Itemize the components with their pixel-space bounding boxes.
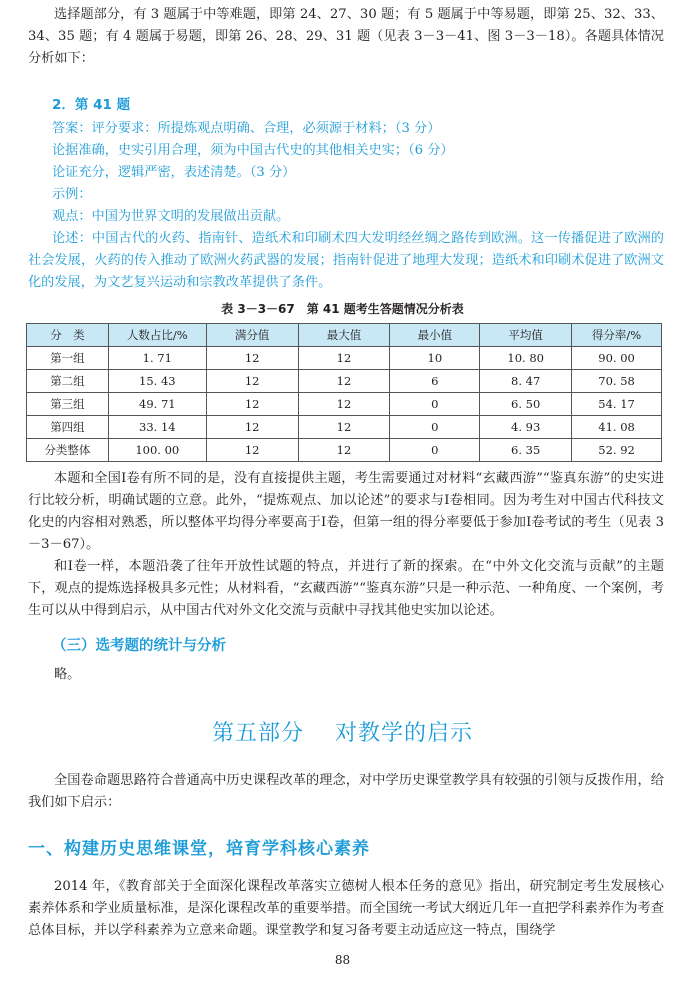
table-cell: 12	[298, 416, 390, 439]
table-cell: 第三组	[27, 393, 109, 416]
header-percent: 人数占比/%	[108, 324, 206, 347]
table-cell: 100. 00	[108, 439, 206, 462]
table-cell: 8. 47	[480, 370, 572, 393]
table-cell: 10	[390, 347, 480, 370]
table-cell: 分类整体	[27, 439, 109, 462]
table-cell: 15. 43	[108, 370, 206, 393]
table-row	[27, 370, 662, 393]
table-cell: 12	[206, 439, 298, 462]
table-caption: 表 3－3－67 第 41 题考生答题情况分析表	[221, 302, 464, 316]
score-analysis-table	[26, 323, 662, 462]
page-number: 88	[334, 953, 351, 967]
header-full-score: 满分值	[206, 324, 298, 347]
table-cell: 33. 14	[108, 416, 206, 439]
table-cell: 4. 93	[480, 416, 572, 439]
table-cell: 12	[298, 393, 390, 416]
table-row	[27, 439, 662, 462]
table-cell: 90. 00	[572, 347, 662, 370]
table-cell: 第一组	[27, 347, 109, 370]
table-cell: 70. 58	[572, 370, 662, 393]
header-max: 最大值	[298, 324, 390, 347]
section-3-body: 略。	[54, 667, 81, 682]
part-title: 第五部分 对教学的启示	[212, 721, 473, 746]
answer-line-6: 论述：中国古代的火药、指南针、造纸术和印刷术四大发明经丝绸之路传到欧洲。这一传播促进了欧洲的社会发展，火药的传入推动了欧洲火药武器的发展；指南针促进了地理大发现；造纸术和印刷术促进了欧洲文化的发展，为文艺复兴运动和宗教改革提供了条件。	[28, 231, 664, 290]
table-cell: 6. 35	[480, 439, 572, 462]
answer-line-1: 答案：评分要求：所提炼观点明确、合理，必须源于材料；（3 分）	[52, 121, 441, 136]
table-cell: 54. 17	[572, 393, 662, 416]
header-category: 分 类	[27, 324, 109, 347]
table-row	[27, 416, 662, 439]
table-cell: 0	[390, 439, 480, 462]
table-cell: 10. 80	[480, 347, 572, 370]
table-cell: 0	[390, 393, 480, 416]
intro-paragraph: 选择题部分，有 3 题属于中等难题，即第 24、27、30 题；有 5 题属于中等易题，即第 25、32、33、34、35 题；有 4 题属于易题，即第 26、28、29、31 题（见表 3－3－41、图 3－3－18）。各题具体情况分析如下：	[28, 7, 664, 66]
answer-line-3: 论证充分，逻辑严密，表述清楚。（3 分）	[52, 165, 296, 180]
table-cell: 12	[298, 347, 390, 370]
table-row	[27, 347, 662, 370]
table-cell: 12	[298, 439, 390, 462]
table-cell: 52. 92	[572, 439, 662, 462]
analysis-paragraph-2: 和Ⅰ卷一样，本题沿袭了往年开放性试题的特点，并进行了新的探索。在“中外文化交流与贡献”的主题下，观点的提炼选择极具多元性；从材料看，“玄藏西游”“鉴真东游”只是一种示范、一种角度、一个案例，考生可以从中得到启示，从中国古代对外文化交流与贡献中寻找其他史实加以论述。	[28, 559, 664, 618]
header-min: 最小值	[390, 324, 480, 347]
part-intro-paragraph: 全国卷命题思路符合普通高中历史课程改革的理念，对中学历史课堂教学具有较强的引领与反拨作用，给我们如下启示：	[28, 773, 664, 810]
table-cell: 12	[206, 416, 298, 439]
table-cell: 1. 71	[108, 347, 206, 370]
table-cell: 第二组	[27, 370, 109, 393]
table-cell: 6	[390, 370, 480, 393]
answer-line-2: 论据准确，史实引用合理，须为中国古代史的其他相关史实；（6 分）	[52, 143, 454, 158]
analysis-paragraph-1: 本题和全国Ⅰ卷有所不同的是，没有直接提供主题，考生需要通过对材料“玄藏西游”“鉴真东游”的史实进行比较分析，明确试题的立意。此外，“提炼观点、加以论述”的要求与Ⅰ卷相同。因为考生对中国古代科技文化史的内容相对熟悉，所以整体平均得分率要高于Ⅰ卷，但第一组的得分率要低于参加Ⅰ卷考试的考生（见表 3－3－67）。	[28, 471, 664, 552]
question-heading: 2．第 41 题	[52, 97, 131, 113]
table-cell: 41. 08	[572, 416, 662, 439]
table-cell: 12	[206, 347, 298, 370]
table-cell: 第四组	[27, 416, 109, 439]
answer-line-5: 观点：中国为世界文明的发展做出贡献。	[52, 209, 290, 224]
table-cell: 49. 71	[108, 393, 206, 416]
table-cell: 12	[206, 370, 298, 393]
header-score-rate: 得分率/%	[572, 324, 662, 347]
section-1-heading: 一、构建历史思维课堂，培育学科核心素养	[28, 839, 370, 859]
table-cell: 0	[390, 416, 480, 439]
table-cell: 12	[206, 393, 298, 416]
header-average: 平均值	[480, 324, 572, 347]
table-header-row	[27, 324, 662, 347]
answer-line-4: 示例：	[52, 187, 92, 202]
table-cell: 12	[298, 370, 390, 393]
section-3-heading: （三）选考题的统计与分析	[52, 638, 226, 654]
final-paragraph: 2014 年，《教育部关于全面深化课程改革落实立德树人根本任务的意见》指出，研究制定考生发展核心素养体系和学业质量标准，是深化课程改革的重要举措。而全国统一考试大纲近几年一直把学科素养作为考查总体目标，并以学科素养为立意来命题。课堂教学和复习备考要主动适应这一特点，围绕学	[28, 879, 664, 938]
table-cell: 6. 50	[480, 393, 572, 416]
table-row	[27, 393, 662, 416]
